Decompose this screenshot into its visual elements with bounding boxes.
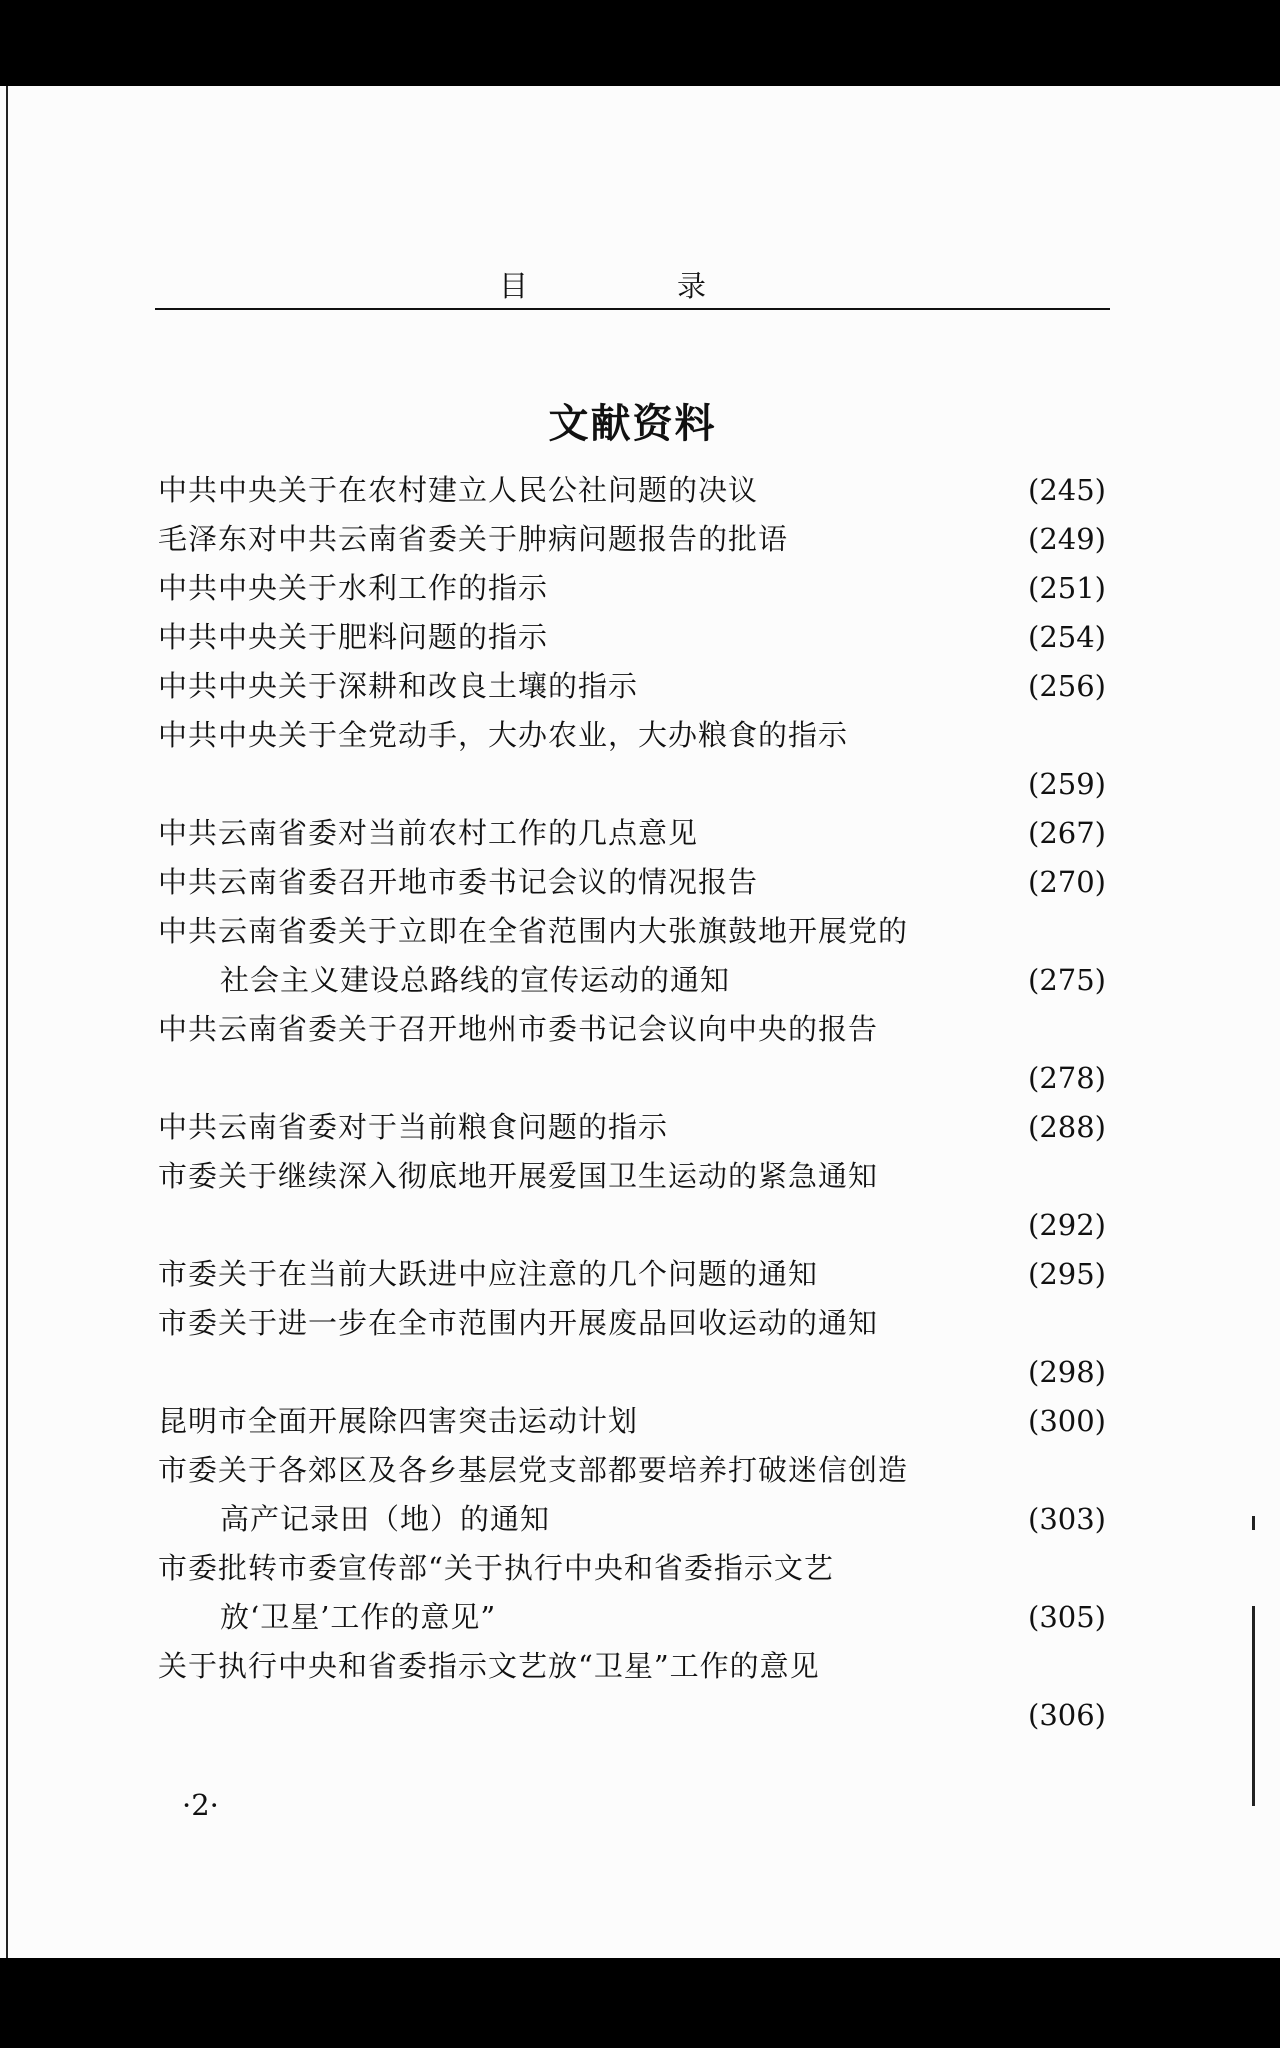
toc-entry-title: 中共中央关于在农村建立人民公社问题的决议 [158, 473, 759, 507]
toc-entry-title: 中共中央关于深耕和改良土壤的指示 [158, 669, 639, 703]
leader-dots [778, 466, 1006, 515]
toc-entry[interactable] [158, 662, 1106, 711]
leader-dots [658, 662, 1006, 711]
toc-entry-title: 中共云南省委关于召开地州市委书记会议向中央的报告 [158, 1012, 879, 1046]
toc-entry[interactable] [158, 515, 1106, 564]
leader-dots [808, 515, 1006, 564]
toc-entry-title: 市委关于各郊区及各乡基层党支部都要培养打破迷信创造 [158, 1453, 909, 1487]
scan-top-border [0, 0, 1280, 86]
leader-dots [248, 1348, 1006, 1397]
toc-page-number: (254) [1028, 620, 1106, 654]
leader-dots [718, 809, 1006, 858]
toc-entry[interactable] [158, 1103, 1106, 1152]
toc-entry-title: 市委批转市委宣传部“关于执行中央和省委指示文艺 [158, 1551, 834, 1585]
scan-bottom-border [0, 1958, 1280, 2048]
toc-page-number: (278) [1028, 1061, 1106, 1095]
toc-entry-title: 中共中央关于水利工作的指示 [158, 571, 549, 605]
toc-page-number: (292) [1028, 1208, 1106, 1242]
toc-entry-title: 市委关于进一步在全市范围内开展废品回收运动的通知 [158, 1306, 879, 1340]
leader-dots [248, 1054, 1006, 1103]
leader-dots [750, 956, 1006, 1005]
toc-entry-continuation[interactable] [158, 760, 1106, 809]
leader-dots [838, 1250, 1006, 1299]
toc-page-number: (300) [1028, 1404, 1106, 1438]
toc-entry-continuation[interactable] [158, 1201, 1106, 1250]
toc-page-number: (298) [1028, 1355, 1106, 1389]
toc-entry[interactable] [158, 613, 1106, 662]
toc-page-number: (249) [1028, 522, 1106, 556]
toc-entry-title-cont: 高产记录田（地）的通知 [220, 1502, 551, 1536]
toc-page-number: (288) [1028, 1110, 1106, 1144]
toc-entry[interactable] [158, 1152, 1106, 1201]
toc-page-number: (267) [1028, 816, 1106, 850]
toc-entry[interactable] [158, 1397, 1106, 1446]
toc-entry[interactable] [158, 1446, 1106, 1495]
toc-entry[interactable] [158, 907, 1106, 956]
toc-entry-title: 关于执行中央和省委指示文艺放“卫星”工作的意见 [158, 1649, 820, 1683]
toc-entry[interactable] [158, 858, 1106, 907]
book-page [0, 86, 1280, 1958]
leader-dots [516, 1593, 1006, 1642]
toc-page-number: (270) [1028, 865, 1106, 899]
toc-entry-title: 中共中央关于全党动手，大办农业，大办粮食的指示 [158, 718, 849, 752]
toc-entry-title: 昆明市全面开展除四害突击运动计划 [158, 1404, 639, 1438]
toc-entry[interactable] [158, 1299, 1106, 1348]
toc-entry-continuation[interactable] [158, 956, 1106, 1005]
leader-dots [688, 1103, 1006, 1152]
toc-entry-title: 毛泽东对中共云南省委关于肿病问题报告的批语 [158, 522, 789, 556]
toc-page-number: (275) [1028, 963, 1106, 997]
toc-entry[interactable] [158, 1642, 1106, 1691]
toc-page-number: (306) [1028, 1698, 1106, 1732]
leader-dots [248, 1691, 1006, 1740]
toc-entry[interactable] [158, 711, 1106, 760]
toc-entry[interactable] [158, 809, 1106, 858]
toc-entry-continuation[interactable] [158, 1054, 1106, 1103]
toc-page-number: (303) [1028, 1502, 1106, 1536]
toc-page-number: (245) [1028, 473, 1106, 507]
running-title: 目 录 [498, 269, 766, 303]
toc-page-number: (305) [1028, 1600, 1106, 1634]
toc-page-number: (259) [1028, 767, 1106, 801]
toc-entry-title: 市委关于在当前大跃进中应注意的几个问题的通知 [158, 1257, 819, 1291]
toc-entry-title: 中共云南省委对当前农村工作的几点意见 [158, 816, 699, 850]
leader-dots [570, 1495, 1006, 1544]
edge-mark [1252, 1606, 1255, 1806]
header-rule [155, 308, 1110, 310]
page-left-edge [6, 86, 8, 1958]
edge-mark [1252, 1516, 1255, 1530]
toc-entry-title-cont: 放‘卫星’工作的意见” [220, 1600, 497, 1634]
toc-page-number: (251) [1028, 571, 1106, 605]
leader-dots [248, 1201, 1006, 1250]
toc-entry-title: 中共中央关于肥料问题的指示 [158, 620, 549, 654]
toc-entry-title: 中共云南省委关于立即在全省范围内大张旗鼓地开展党的 [158, 914, 909, 948]
table-of-contents [158, 466, 1106, 1740]
toc-entry-continuation[interactable] [158, 1593, 1106, 1642]
toc-entry-title-cont: 社会主义建设总路线的宣传运动的通知 [220, 963, 731, 997]
toc-entry[interactable] [158, 1544, 1106, 1593]
leader-dots [248, 760, 1006, 809]
toc-entry[interactable] [158, 466, 1106, 515]
toc-entry[interactable] [158, 564, 1106, 613]
leader-dots [778, 858, 1006, 907]
toc-entry-continuation[interactable] [158, 1348, 1106, 1397]
leader-dots [568, 564, 1006, 613]
page-folio: ·2· [182, 1788, 219, 1822]
leader-dots [658, 1397, 1006, 1446]
toc-entry-title: 市委关于继续深入彻底地开展爱国卫生运动的紧急通知 [158, 1159, 879, 1193]
toc-page-number: (256) [1028, 669, 1106, 703]
toc-entry-title: 中共云南省委对于当前粮食问题的指示 [158, 1110, 669, 1144]
toc-entry[interactable] [158, 1250, 1106, 1299]
toc-entry-continuation[interactable] [158, 1691, 1106, 1740]
section-title: 文献资料 [548, 401, 717, 447]
toc-entry-title: 中共云南省委召开地市委书记会议的情况报告 [158, 865, 759, 899]
toc-page-number: (295) [1028, 1257, 1106, 1291]
toc-entry[interactable] [158, 1005, 1106, 1054]
leader-dots [568, 613, 1006, 662]
toc-entry-continuation[interactable] [158, 1495, 1106, 1544]
